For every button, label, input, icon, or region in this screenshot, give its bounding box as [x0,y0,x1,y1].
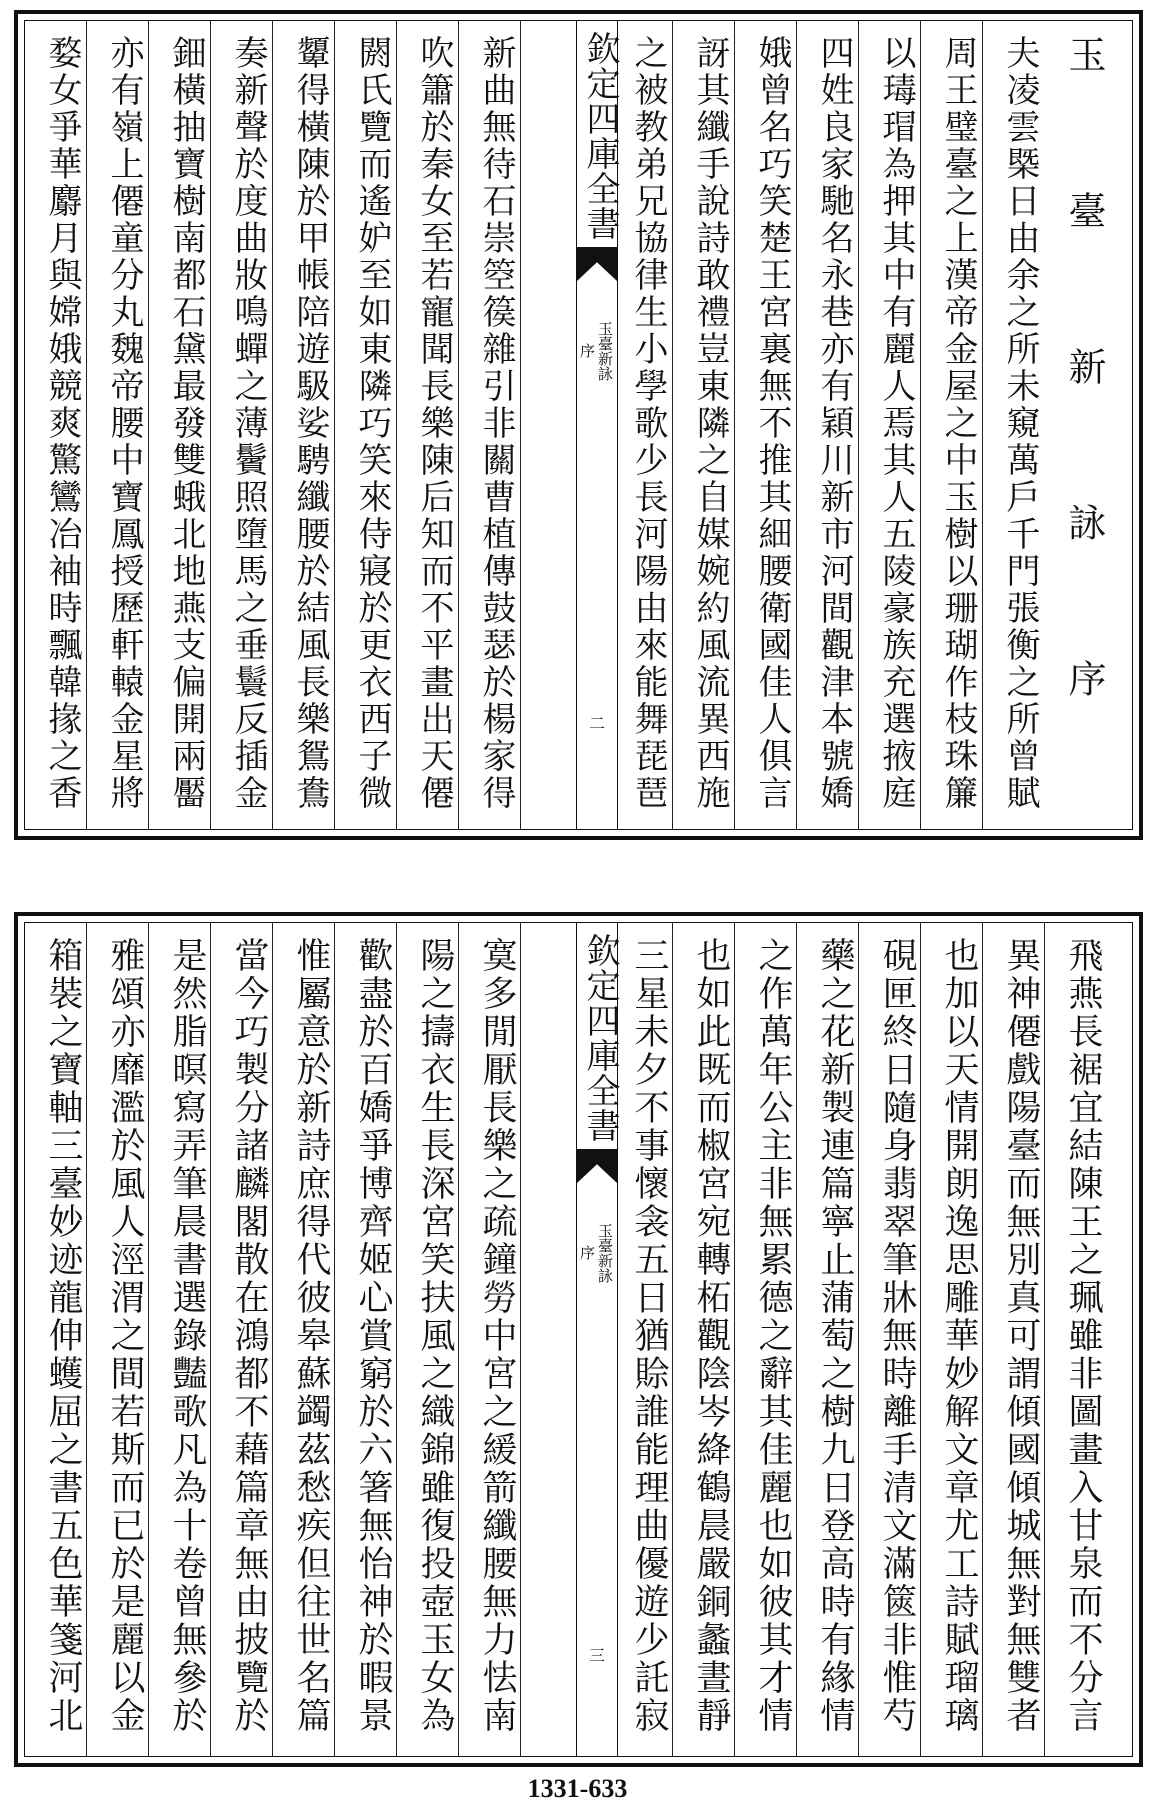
text-column: 奏新聲於度曲妝鳴蟬之薄鬢照墮馬之垂鬟反插金 [228,35,268,812]
center-fold-column [576,923,618,1756]
text-column: 當今巧製分諸麟閣散在鴻都不藉篇章無由披覽於 [229,937,269,1735]
text-column: 吹簫於秦女至若寵聞長樂陳后知而不平畫出天僊 [414,35,454,812]
top-page-inner-border [24,20,1133,830]
text-column: 夫凌雲槩日由余之所未窺萬戶千門張衡之所曾賦 [1000,35,1040,812]
series-title: 欽定四庫全書 [580,933,620,1143]
text-column: 異神僊戲陽臺而無別真可謂傾國傾城無對無雙者 [1001,937,1041,1735]
series-title: 欽定四庫全書 [580,31,620,241]
text-column: 顰得橫陳於甲帳陪遊馺娑騁纖腰於結風長樂鴛鴦 [290,35,330,812]
text-column: 惟屬意於新詩庶得代彼皋蘇蠲茲愁疾但往世名篇 [291,937,331,1735]
section-label: 序 [578,1245,596,1260]
text-column: 也如此既而椒宮宛轉柘觀陰岑絳鶴晨嚴銅蠡晝靜 [691,937,731,1735]
text-column: 硯匣終日隨身翡翠筆牀無時離手清文滿篋非惟芍 [877,937,917,1735]
page-number: 二 [588,714,605,733]
text-column: 閼氏覽而遙妒至如東隣巧笑來侍寢於更衣西子微 [352,35,392,812]
text-column: 箱裝之寶軸三臺妙迹龍伸蠖屈之書五色華箋河北 [43,937,83,1735]
text-column: 歡盡於百嬌爭博齊姬心賞窮於六箸無怡神於暇景 [353,937,393,1735]
bottom-page-frame [14,912,1143,1767]
fishtail-mark [577,1149,617,1183]
text-column: 是然脂暝寫弄筆晨書選錄豔歌凡為十卷曾無參於 [167,937,207,1735]
text-column: 陽之擣衣生長深宮笑扶風之織錦雖復投壺玉女為 [415,937,455,1735]
text-column: 飛燕長裾宜結陳王之珮雖非圖畫入甘泉而不分言 [1063,937,1103,1735]
text-column: 之被教弟兄協律生小學歌少長河陽由來能舞琵琶 [628,35,668,812]
text-column: 婺女爭華麝月與嫦娥競爽驚鸞冶袖時飄韓掾之香 [42,35,82,812]
book-title: 玉臺新詠 [596,321,614,381]
text-column: 鈿橫抽寶樹南都石黛最發雙蛾北地燕支偏開兩靨 [166,35,206,812]
text-column: 亦有嶺上僊童分丸魏帝腰中寶鳳授歷軒轅金星將 [104,35,144,812]
text-column: 也加以天情開朗逸思雕華妙解文章尤工詩賦瑠璃 [939,937,979,1735]
text-column: 藥之花新製連篇寧止蒲萄之樹九日登高時有緣情 [815,937,855,1735]
text-column: 四姓良家馳名永巷亦有穎川新市河間觀津本號嬌 [814,35,854,812]
footer-page-code: 1331-633 [527,1774,628,1803]
fishtail-mark [577,247,617,281]
top-page-frame [14,10,1143,840]
text-column: 以瑇瑁為押其中有麗人焉其人五陵豪族充選掖庭 [876,35,916,812]
text-column: 寞多閒厭長樂之疏鐘勞中宮之緩箭纖腰無力怯南 [477,937,517,1735]
text-column: 之作萬年公主非無累德之辭其佳麗也如彼其才情 [753,937,793,1735]
page-heading: 玉臺新詠序 [1062,35,1106,815]
bottom-page-inner-border [24,922,1133,1757]
text-column: 新曲無待石崇箜篌雜引非關曹植傳鼓瑟於楊家得 [476,35,516,812]
text-column: 周王璧臺之上漢帝金屋之中玉樹以珊瑚作枝珠簾 [938,35,978,812]
text-column: 三星未夕不事懷衾五日猶賒誰能理曲優遊少託寂 [629,937,669,1735]
text-column: 雅頌亦靡濫於風人涇渭之間若斯而已於是麗以金 [105,937,145,1735]
text-column: 訝其纖手說詩敢禮豈東隣之自媒婉約風流異西施 [690,35,730,812]
page-number: 三 [588,1646,605,1665]
book-title: 玉臺新詠 [596,1223,614,1283]
text-column: 娥曾名巧笑楚王宮裏無不推其細腰衛國佳人俱言 [752,35,792,812]
section-label: 序 [578,343,596,358]
center-fold-column [576,21,618,829]
